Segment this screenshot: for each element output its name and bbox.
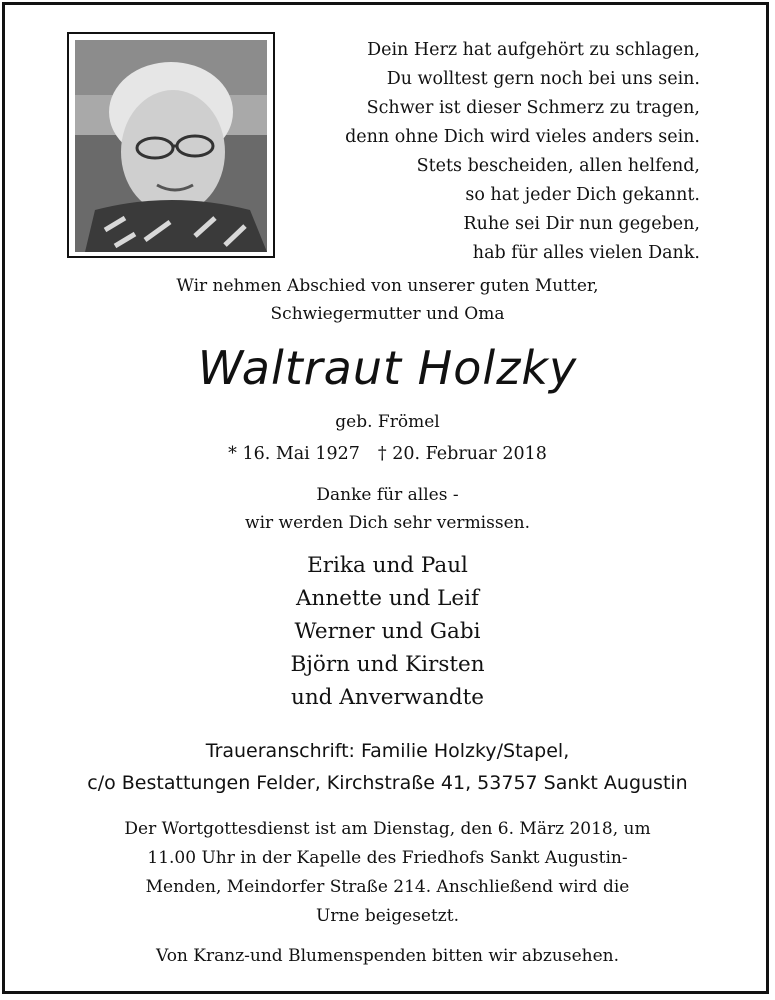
family-member: Annette und Leif	[296, 586, 479, 611]
service-info	[0, 815, 775, 931]
intro-line: Schwiegermutter und Oma	[270, 304, 505, 324]
portrait-frame	[67, 32, 275, 258]
family-member: Erika und Paul	[307, 553, 468, 578]
poem-line: denn ohne Dich wird vieles anders sein.	[345, 127, 700, 147]
poem-line: so hat jeder Dich gekannt.	[465, 185, 700, 205]
maiden-name: geb. Frömel	[335, 412, 440, 432]
service-line: Der Wortgottesdienst ist am Dienstag, den 6. März 2018, um	[124, 819, 651, 839]
address-line: c/o Bestattungen Felder, Kirchstraße 41, 53757 Sankt Augustin	[87, 772, 688, 794]
address-line: Traueranschrift: Familie Holzky/Stapel,	[205, 740, 570, 762]
service-line: Urne beigesetzt.	[316, 906, 459, 926]
birth-date: * 16. Mai 1927	[228, 444, 360, 464]
thanks-line: Danke für alles -	[316, 485, 459, 505]
family-member: Werner und Gabi	[294, 619, 481, 644]
intro-line: Wir nehmen Abschied von unserer guten Mutter,	[176, 276, 599, 296]
family-list	[0, 549, 775, 714]
mourning-address	[0, 735, 775, 799]
thanks-message	[0, 481, 775, 537]
flowers-note: Von Kranz-und Blumenspenden bitten wir abzusehen.	[155, 946, 619, 966]
life-dates	[0, 442, 775, 466]
death-date: † 20. Februar 2018	[377, 444, 547, 464]
family-member: Björn und Kirsten	[290, 652, 485, 677]
thanks-line: wir werden Dich sehr vermissen.	[245, 513, 530, 533]
farewell-intro	[0, 272, 775, 328]
poem-line: Du wolltest gern noch bei uns sein.	[386, 69, 700, 89]
service-line: Menden, Meindorfer Straße 214. Anschließend wird die	[145, 877, 630, 897]
poem-line: Stets bescheiden, allen helfend,	[416, 156, 700, 176]
poem	[345, 36, 700, 268]
poem-line: Dein Herz hat aufgehört zu schlagen,	[367, 40, 700, 60]
poem-line: hab für alles vielen Dank.	[472, 243, 700, 263]
family-member: und Anverwandte	[290, 685, 484, 710]
poem-line: Schwer ist dieser Schmerz zu tragen,	[366, 98, 700, 118]
poem-line: Ruhe sei Dir nun gegeben,	[463, 214, 700, 234]
portrait-photo	[75, 40, 267, 252]
service-line: 11.00 Uhr in der Kapelle des Friedhofs Sankt Augustin-	[147, 848, 628, 868]
deceased-name: Waltraut Holzky	[197, 341, 578, 395]
portrait-illustration	[75, 40, 267, 252]
